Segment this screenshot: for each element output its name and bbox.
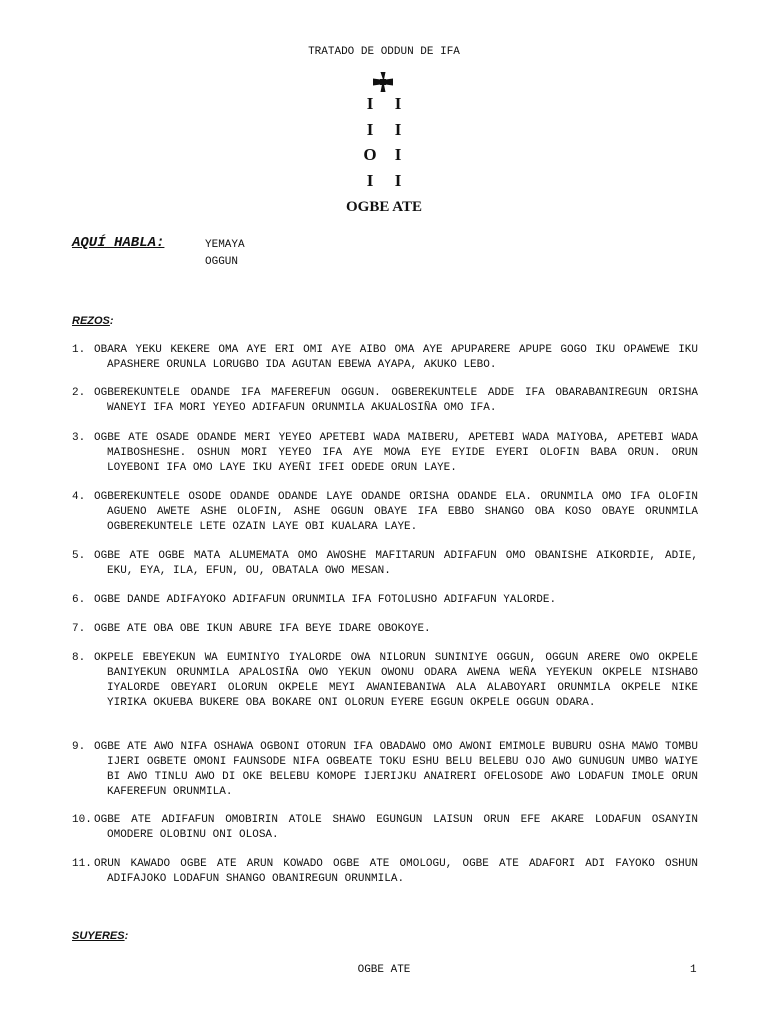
odu-mark: I	[394, 94, 402, 113]
rezo-item-10	[72, 813, 698, 843]
rezo-number: 5.	[72, 550, 86, 562]
rezo-text: OGBE ATE OBA OBE IKUN ABURE IFA BEYE IDARE OBOKOYE.	[94, 623, 431, 635]
rezo-text: OGBE ATE OSADE ODANDE MERI YEYEO APETEBI WADA MAIBERU, APETEBI WADA MAIYOBA, APETEBI WADA MAIBOSHESHE. OSHUN MORI YEYEO IFA AYE MOWA EYE EYIDE EYERI OLOFIN BABA ORUN. ORUN LOYEBONI IFA OMO LAYE IKU AYEÑI IFEI ODEDE ORUN LAYE.	[94, 432, 698, 474]
rezo-item-8	[72, 651, 698, 711]
odu-mark: I	[366, 171, 374, 190]
aqui-habla-colon: :	[156, 235, 165, 251]
odu-figure-row-1	[0, 95, 768, 112]
suyeres-colon: :	[124, 930, 129, 942]
odu-mark: I	[394, 145, 402, 164]
rezo-item-7	[72, 622, 698, 637]
rezo-text: ORUN KAWADO OGBE ATE ARUN KOWADO OGBE ATE OMOLOGU, OGBE ATE ADAFORI ADI FAYOKO OSHUN ADIFAJOKO LODAFUN SHANGO OBANIREGUN ORUNMILA.	[94, 858, 698, 885]
suyeres-heading	[72, 930, 128, 942]
rezos-label: REZOS	[72, 315, 110, 327]
rezo-item-2	[72, 386, 698, 416]
rezo-item-9	[72, 740, 698, 800]
rezo-text: OGBE ATE ADIFAFUN OMOBIRIN ATOLE SHAWO EGUNGUN LAISUN ORUN EFE AKARE LODAFUN OSANYIN OMODERE OLOBINU ONI OLOSA.	[94, 814, 698, 841]
odu-mark: I	[394, 120, 402, 139]
odu-mark: I	[366, 120, 374, 139]
rezo-text: OGBE ATE OGBE MATA ALUMEMATA OMO AWOSHE MAFITARUN ADIFAFUN OMO OBANISHE AIKORDIE, ADIE, EKU, EYA, ILA, EFUN, OU, OBATALA OWO MESAN.	[94, 550, 698, 577]
rezo-text: OGBE DANDE ADIFAYOKO ADIFAFUN ORUNMILA IFA FOTOLUSHO ADIFAFUN YALORDE.	[94, 594, 557, 606]
rezo-item-5	[72, 549, 698, 579]
odu-mark: O	[363, 145, 377, 164]
aqui-habla-heading	[72, 235, 164, 251]
rezo-number: 7.	[72, 623, 86, 635]
odu-name: OGBE ATE	[346, 199, 422, 215]
rezo-number: 8.	[72, 652, 86, 664]
rezo-item-1	[72, 343, 698, 373]
speaker-yemaya: YEMAYA	[205, 239, 245, 251]
odu-figure-row-2	[0, 121, 768, 138]
rezo-number: 6.	[72, 594, 86, 606]
speaker-oggun: OGGUN	[205, 256, 239, 268]
rezo-item-6	[72, 593, 698, 608]
rezo-number: 2.	[72, 387, 86, 399]
rezo-text: OKPELE EBEYEKUN WA EUMINIYO IYALORDE OWA NILORUN SUNINIYE OGGUN, OGGUN ARERE OWO OKPELE BANIYEKUN ORUNMILA APALOSIÑA OWO YEKUN OWONU ODARA AWENA WEÑA YEYEKUN OKPELE NISHABO IYALORDE OBEYARI OLORUN OKPELE MEYI AWANIEBANIWA ALA ALABOYARI ORUNMILA OKPELE NIKE YIRIKA OKUEBA BUKERE OBA BOKARE ONI OLORUN EYERE EGGUN OKPELE OGGUN ODARA.	[94, 652, 698, 709]
odu-figure-row-3	[0, 146, 768, 163]
rezo-number: 11.	[72, 858, 92, 870]
rezo-number: 4.	[72, 491, 86, 503]
footer-odu-name: OGBE ATE	[357, 964, 411, 976]
page-number: 1	[690, 964, 697, 976]
rezo-item-4	[72, 490, 698, 535]
rezo-text: OGBE ATE AWO NIFA OSHAWA OGBONI OTORUN IFA OBADAWO OMO AWONI EMIMOLE BUBURU OSHA MAWO TOMBU IJERI OGBETE OMONI FAUNSODE NIFA OGBEATE TOKU ESHU BELU BELEBU OJO AWO GUNUGUN UMBO WAIYE BI AWO TINLU AWO DI OKE BELEBU KOMOPE IJERIJKU ANAIRERI OFELOSODE AWO LODAFUN IMOLE ORUN KAFEREFUN ORUNMILA.	[94, 741, 698, 798]
document-title: TRATADO DE ODDUN DE IFA	[308, 46, 460, 58]
odu-figure-row-4	[0, 172, 768, 189]
rezo-item-11	[72, 857, 698, 887]
rezo-number: 9.	[72, 741, 86, 753]
suyeres-label: SUYERES	[72, 930, 125, 942]
rezo-text: OGBEREKUNTELE ODANDE IFA MAFEREFUN OGGUN. OGBEREKUNTELE ADDE IFA OBARABANIREGUN ORISHA WANEYI IFA MORI YEYEO ADIFAFUN ORUNMILA AKUALOSIÑA OMO IFA.	[94, 387, 698, 414]
rezo-number: 1.	[72, 344, 86, 356]
rezo-text: OBARA YEKU KEKERE OMA AYE ERI OMI AYE AIBO OMA AYE APUPARERE APUPE GOGO IKU OPAWEWE IKU APASHERE ORUNLA LORUGBO IDA AGUTAN EBEWA AYAPA, AKUKO LEBO.	[94, 344, 698, 371]
rezo-number: 10.	[72, 814, 92, 826]
aqui-habla-label: AQUÍ HABLA	[72, 235, 157, 251]
rezo-text: OGBEREKUNTELE OSODE ODANDE ODANDE LAYE ODANDE ORISHA ODANDE ELA. ORUNMILA OMO IFA OLOFIN AGUENO AWETE ASHE OLOFIN, ASHE OGGUN OBAYE IFA EBBO SHANGO OBA KOSO OBAYE ORUNMILA OGBEREKUNTELE LETE OZAIN LAYE OBI KUALARA LAYE.	[94, 491, 698, 533]
rezos-heading	[72, 315, 114, 327]
cross-pattee-icon	[372, 71, 394, 93]
rezo-number: 3.	[72, 432, 86, 444]
rezos-colon: :	[109, 315, 114, 327]
odu-mark: I	[394, 171, 402, 190]
rezo-item-3	[72, 431, 698, 476]
odu-mark: I	[366, 94, 374, 113]
